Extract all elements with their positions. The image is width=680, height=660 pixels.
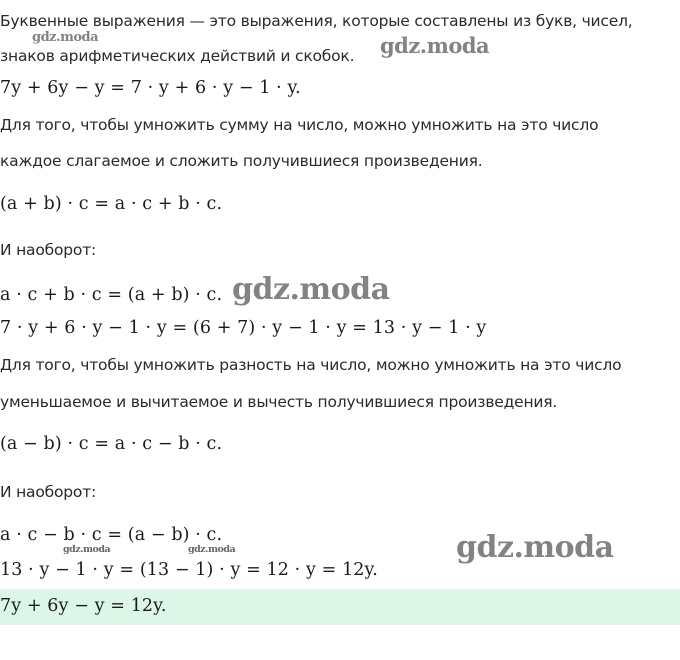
watermark-tiny-2: gdz.moda [188, 544, 236, 555]
equation-group-terms: 7 · y + 6 · y − 1 · y = (6 + 7) · y − 1 · y = 13 · y − 1 · y [0, 318, 487, 338]
watermark-top-medium: gdz.moda [380, 33, 490, 58]
rule-sum-line-1: Для того, чтобы умножить сумму на число, можно умножить на это число [0, 116, 599, 134]
formula-distributive-diff-reverse: a · c − b · c = (a − b) · c. [0, 525, 223, 545]
equation-simplify: 13 · y − 1 · y = (13 − 1) · y = 12 · y = 12y. [0, 560, 378, 580]
formula-distributive-diff: (a − b) · c = a · c − b · c. [0, 434, 223, 454]
answer-equation: 7y + 6y − y = 12y. [0, 596, 167, 616]
conversely-label-2: И наоборот: [0, 483, 97, 501]
rule-diff-line-1: Для того, чтобы умножить разность на число, можно умножить на это число [0, 356, 622, 374]
watermark-middle-large: gdz.moda [232, 272, 390, 307]
definition-line-1: Буквенные выражения — это выражения, которые составлены из букв, чисел, [0, 12, 633, 30]
rule-sum-line-2: каждое слагаемое и сложить получившиеся произведения. [0, 152, 483, 170]
definition-line-2: знаков арифметических действий и скобок. [0, 47, 355, 65]
watermark-tiny-1: gdz.moda [63, 544, 111, 555]
formula-distributive-sum: (a + b) · c = a · c + b · c. [0, 194, 223, 214]
conversely-label-1: И наоборот: [0, 241, 97, 259]
rule-diff-line-2: уменьшаемое и вычитаемое и вычесть получившиеся произведения. [0, 393, 558, 411]
equation-expand: 7y + 6y − y = 7 · y + 6 · y − 1 · y. [0, 78, 301, 98]
formula-distributive-sum-reverse: a · c + b · c = (a + b) · c. [0, 285, 223, 305]
watermark-bottom-large: gdz.moda [456, 530, 614, 565]
watermark-top-small: gdz.moda [32, 30, 99, 45]
